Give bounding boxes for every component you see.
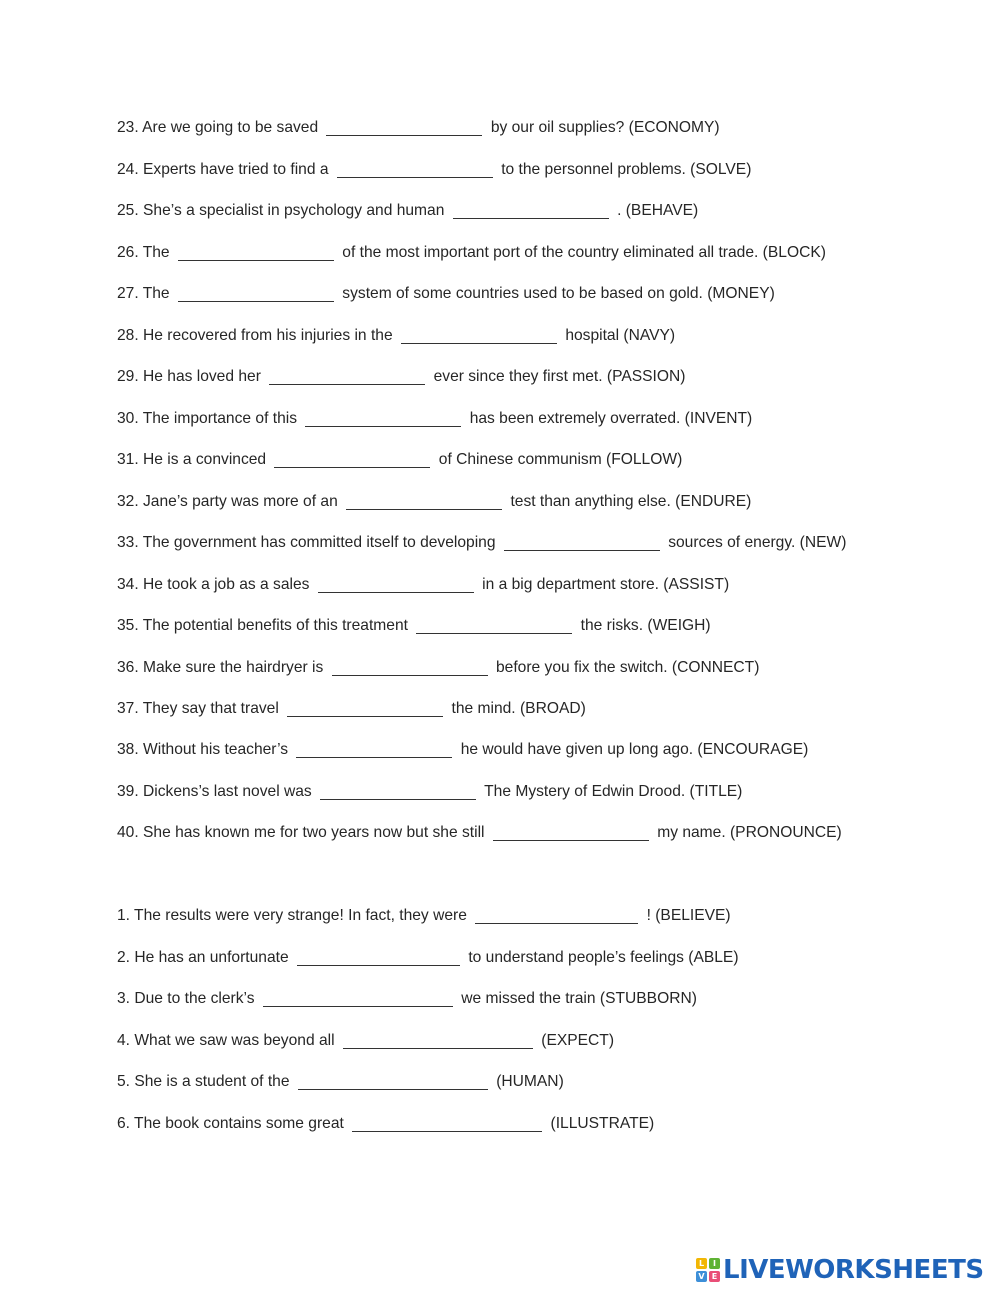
question-text: 27. The xyxy=(117,285,170,302)
logo-letter: E xyxy=(709,1271,720,1282)
answer-blank[interactable] xyxy=(178,245,334,261)
question-text: of the most important port of the country eliminated all trade. (BLOCK) xyxy=(342,244,826,261)
question-text: in a big department store. (ASSIST) xyxy=(482,576,730,593)
answer-blank[interactable] xyxy=(493,825,649,841)
question-text: 37. They say that travel xyxy=(117,700,279,717)
question-text: 24. Experts have tried to find a xyxy=(117,161,329,178)
question-6 xyxy=(117,1114,654,1134)
question-25 xyxy=(117,201,698,221)
question-2 xyxy=(117,948,739,968)
question-30 xyxy=(117,409,752,429)
question-text: 3. Due to the clerk’s xyxy=(117,990,255,1007)
answer-blank[interactable] xyxy=(453,203,609,219)
question-text: before you fix the switch. (CONNECT) xyxy=(495,659,760,676)
answer-blank[interactable] xyxy=(305,411,461,427)
question-text: 33. The government has committed itself to developing xyxy=(117,534,496,551)
question-text: we missed the train (STUBBORN) xyxy=(461,990,697,1007)
question-3 xyxy=(117,989,697,1009)
question-text: sources of energy. (NEW) xyxy=(668,534,847,551)
question-text: my name. (PRONOUNCE) xyxy=(657,824,842,841)
answer-blank[interactable] xyxy=(326,120,482,136)
question-text: the risks. (WEIGH) xyxy=(580,617,711,634)
question-text: 25. She’s a specialist in psychology and human xyxy=(117,202,445,219)
answer-blank[interactable] xyxy=(263,991,453,1007)
question-33 xyxy=(117,533,846,553)
question-text: to the personnel problems. (SOLVE) xyxy=(501,161,752,178)
question-39 xyxy=(117,782,742,802)
question-24 xyxy=(117,160,751,180)
question-37 xyxy=(117,699,586,719)
question-40 xyxy=(117,823,842,843)
question-35 xyxy=(117,616,711,636)
answer-blank[interactable] xyxy=(401,328,557,344)
question-text: 40. She has known me for two years now but she still xyxy=(117,824,485,841)
question-text: 35. The potential benefits of this treatment xyxy=(117,617,408,634)
question-text: 1. The results were very strange! In fact, they were xyxy=(117,907,467,924)
logo-letter: I xyxy=(709,1258,720,1269)
question-38 xyxy=(117,740,808,760)
question-text: 30. The importance of this xyxy=(117,410,298,427)
question-31 xyxy=(117,450,682,470)
question-27 xyxy=(117,284,775,304)
logo-text: LIVEWORKSHEETS xyxy=(723,1255,984,1285)
question-text: 4. What we saw was beyond all xyxy=(117,1032,335,1049)
question-23 xyxy=(117,118,720,138)
answer-blank[interactable] xyxy=(178,286,334,302)
question-4 xyxy=(117,1031,614,1051)
answer-blank[interactable] xyxy=(320,784,476,800)
question-text: . (BEHAVE) xyxy=(617,202,699,219)
logo-letter: V xyxy=(696,1271,707,1282)
question-text: The Mystery of Edwin Drood. (TITLE) xyxy=(484,783,743,800)
question-text: has been extremely overrated. (INVENT) xyxy=(469,410,753,427)
question-5 xyxy=(117,1072,564,1092)
question-text: to understand people’s feelings (ABLE) xyxy=(468,949,739,966)
question-36 xyxy=(117,658,759,678)
question-text: 34. He took a job as a sales xyxy=(117,576,310,593)
logo-letter: L xyxy=(696,1258,707,1269)
question-text: 36. Make sure the hairdryer is xyxy=(117,659,324,676)
question-29 xyxy=(117,367,685,387)
question-text: 31. He is a convinced xyxy=(117,451,267,468)
question-text: the mind. (BROAD) xyxy=(451,700,586,717)
question-text: hospital (NAVY) xyxy=(565,327,676,344)
answer-blank[interactable] xyxy=(343,1033,533,1049)
question-text: 28. He recovered from his injuries in the xyxy=(117,327,393,344)
answer-blank[interactable] xyxy=(352,1116,542,1132)
answer-blank[interactable] xyxy=(346,494,502,510)
answer-blank[interactable] xyxy=(269,369,425,385)
question-text: 2. He has an unfortunate xyxy=(117,949,289,966)
question-text: ! (BELIEVE) xyxy=(646,907,731,924)
question-text: 5. She is a student of the xyxy=(117,1073,290,1090)
question-text: 38. Without his teacher’s xyxy=(117,741,289,758)
liveworksheets-logo xyxy=(696,1256,984,1284)
answer-blank[interactable] xyxy=(475,908,638,924)
answer-blank[interactable] xyxy=(274,452,430,468)
question-text: (HUMAN) xyxy=(496,1073,564,1090)
question-text: (ILLUSTRATE) xyxy=(550,1115,655,1132)
answer-blank[interactable] xyxy=(332,660,488,676)
answer-blank[interactable] xyxy=(296,742,452,758)
answer-blank[interactable] xyxy=(287,701,443,717)
question-text: 32. Jane’s party was more of an xyxy=(117,493,338,510)
question-text: 26. The xyxy=(117,244,170,261)
answer-blank[interactable] xyxy=(416,618,572,634)
question-26 xyxy=(117,243,826,263)
question-text: test than anything else. (ENDURE) xyxy=(510,493,752,510)
question-text: 29. He has loved her xyxy=(117,368,261,385)
question-1 xyxy=(117,906,731,926)
question-text: 23. Are we going to be saved xyxy=(117,119,319,136)
answer-blank[interactable] xyxy=(337,162,493,178)
question-32 xyxy=(117,492,751,512)
question-text: system of some countries used to be based on gold. (MONEY) xyxy=(342,285,775,302)
question-28 xyxy=(117,326,675,346)
question-text: (EXPECT) xyxy=(541,1032,615,1049)
question-34 xyxy=(117,575,729,595)
question-text: ever since they first met. (PASSION) xyxy=(433,368,686,385)
question-text: of Chinese communism (FOLLOW) xyxy=(438,451,683,468)
question-text: 39. Dickens’s last novel was xyxy=(117,783,312,800)
question-text: 6. The book contains some great xyxy=(117,1115,344,1132)
question-text: by our oil supplies? (ECONOMY) xyxy=(490,119,720,136)
logo-icon xyxy=(696,1258,720,1282)
answer-blank[interactable] xyxy=(318,577,474,593)
answer-blank[interactable] xyxy=(504,535,660,551)
question-text: he would have given up long ago. (ENCOURAGE) xyxy=(460,741,809,758)
answer-blank[interactable] xyxy=(298,1074,488,1090)
answer-blank[interactable] xyxy=(297,950,460,966)
